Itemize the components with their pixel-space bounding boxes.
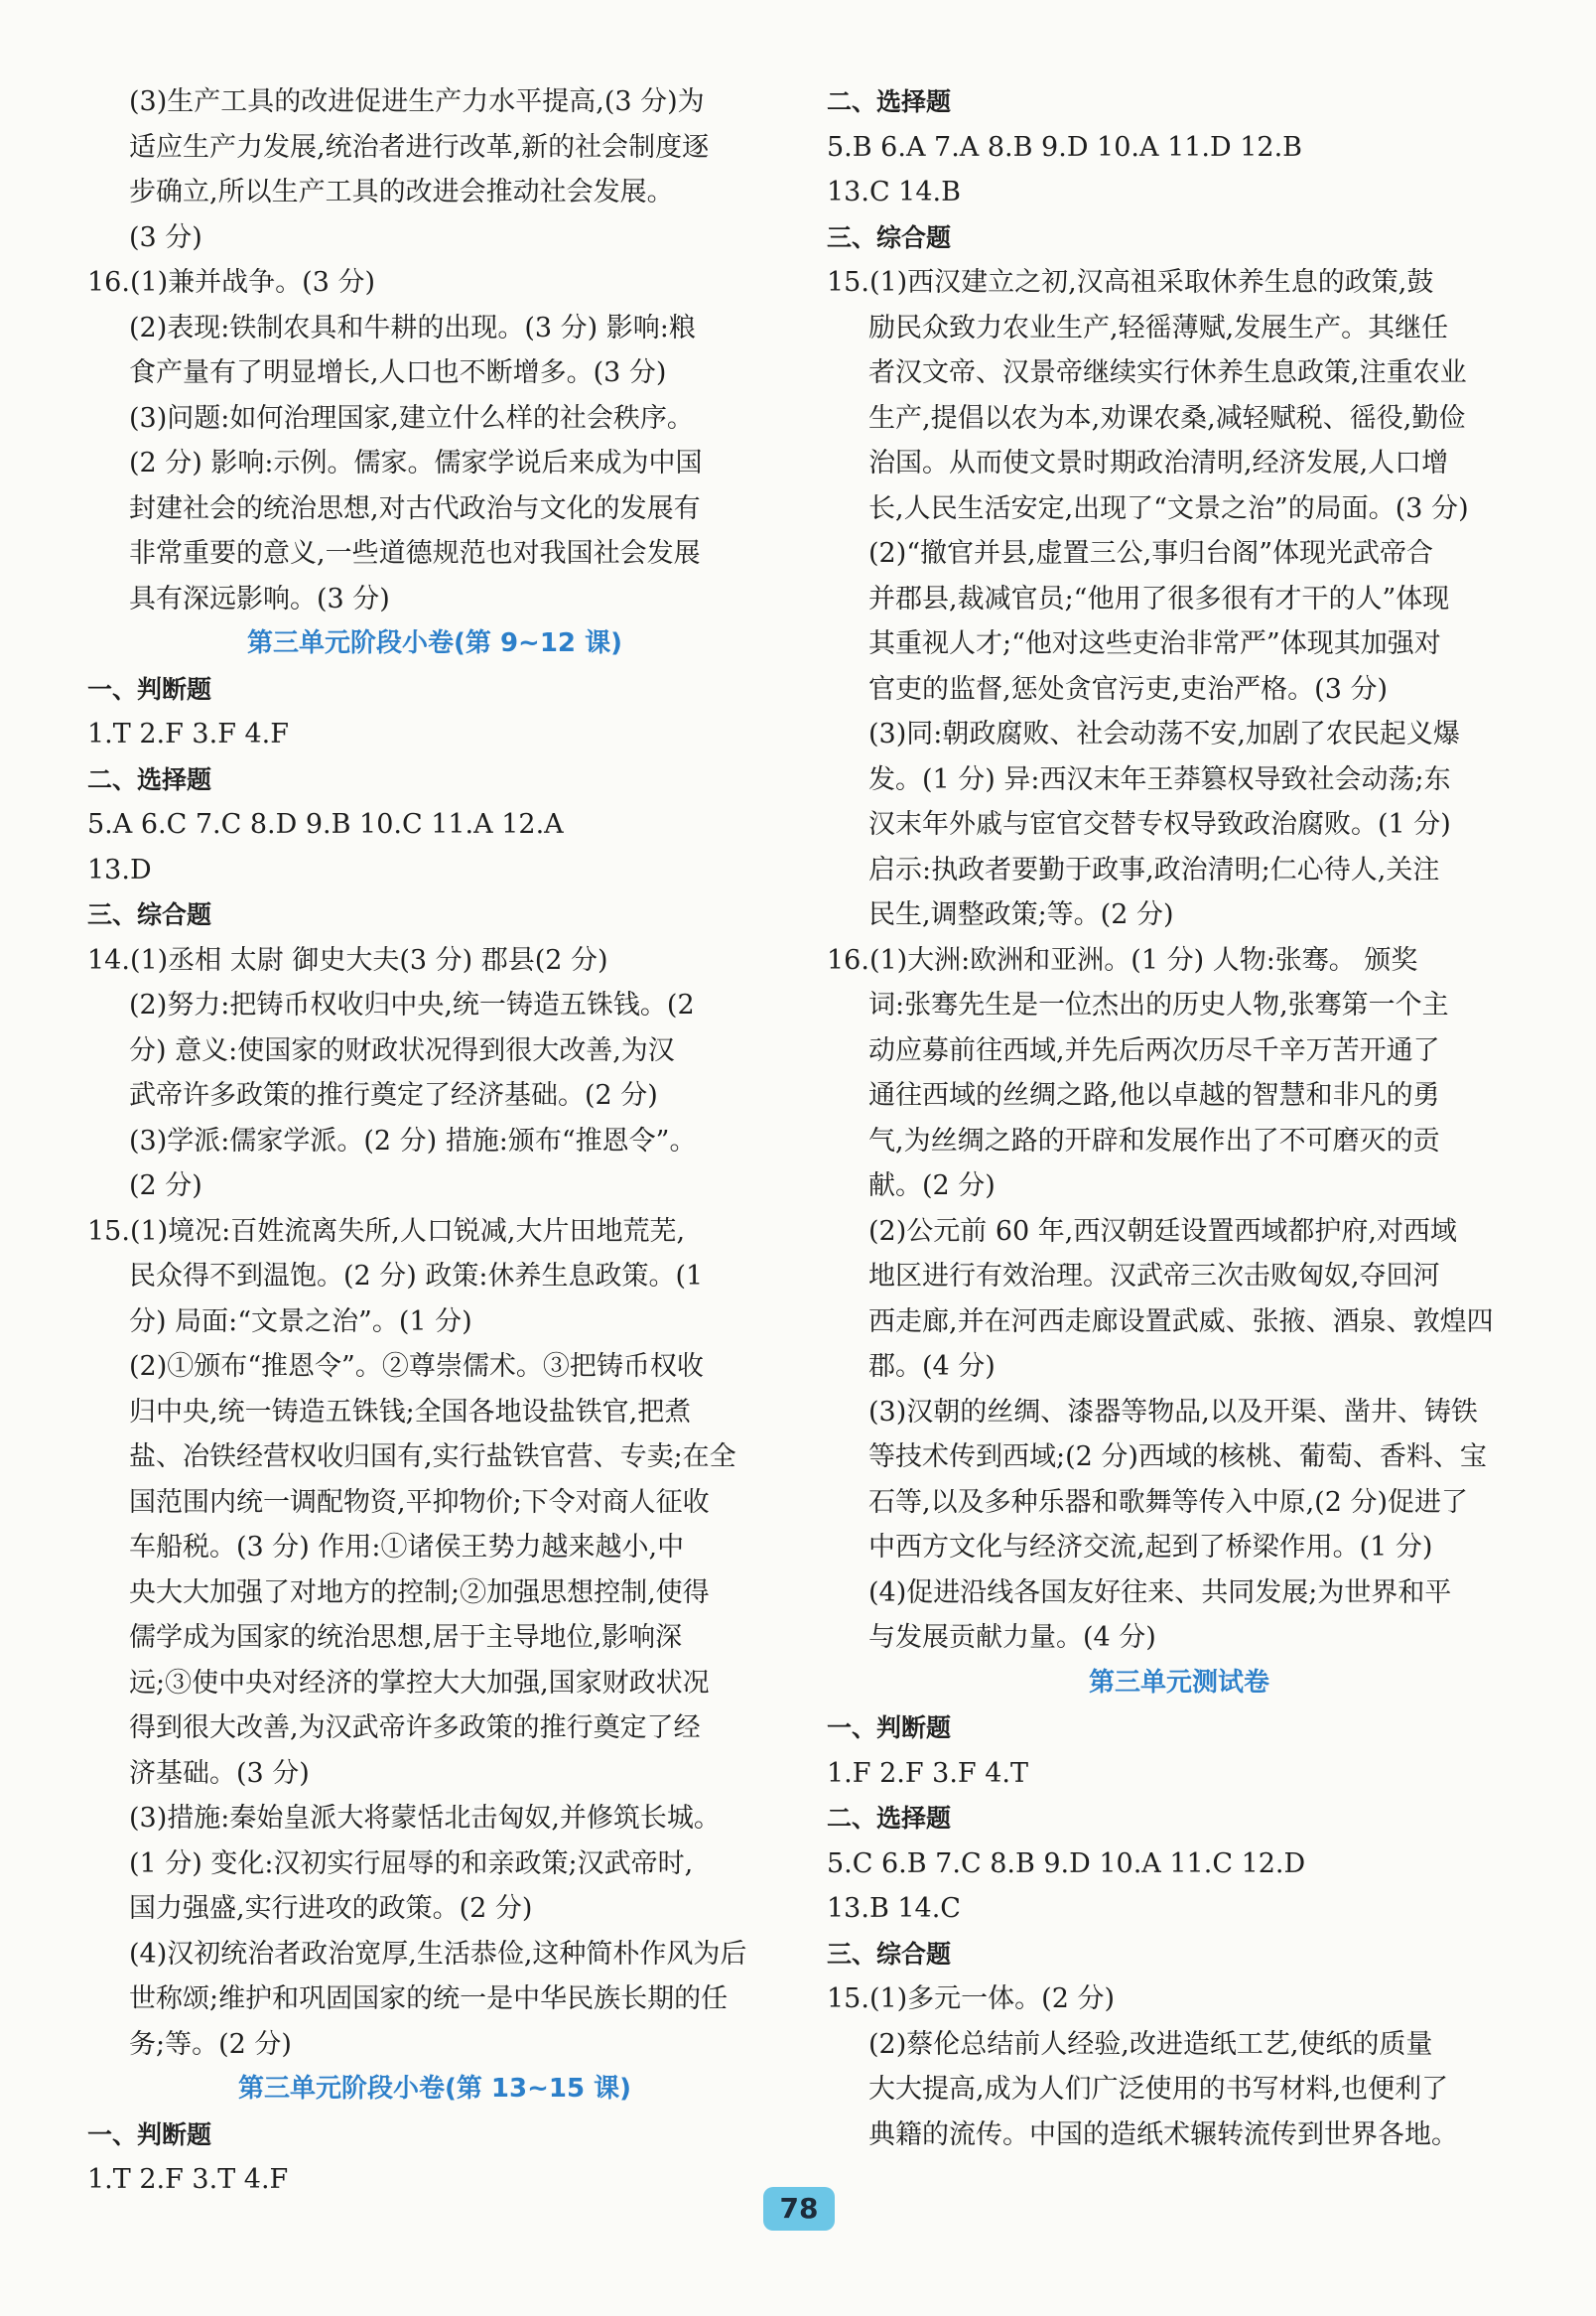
text-line: 食产量有了明显增长,人口也不断增多。(3 分)	[129, 357, 667, 388]
text-line: 16.(1)大洲:欧洲和亚洲。(1 分) 人物:张骞。 颁奖	[827, 944, 1418, 976]
text-line: 适应生产力发展,统治者进行改革,新的社会制度逐	[129, 131, 710, 163]
text-line: 1.T 2.F 3.F 4.F	[87, 719, 290, 749]
text-line: 得到很大改善,为汉武帝许多政策的推行奠定了经	[129, 1712, 701, 1743]
text-line: 与发展贡献力量。(4 分)	[868, 1622, 1156, 1653]
text-line: (2)努力:把铸币权收归中央,统一铸造五铢钱。(2	[129, 990, 695, 1021]
text-line: 车船税。(3 分) 作用:①诸侯王势力越来越小,中	[129, 1532, 685, 1563]
text-line: 15.(1)境况:百姓流离失所,人口锐减,大片田地荒芜,	[87, 1215, 686, 1247]
text-line: 长,人民生活安定,出现了“文景之治”的局面。(3 分)	[868, 492, 1469, 524]
text-line: 5.A 6.C 7.C 8.D 9.B 10.C 11.A 12.A	[87, 809, 564, 840]
text-line: 大大提高,成为人们广泛使用的书写材料,也便利了	[868, 2074, 1449, 2105]
text-line: (4)汉初统治者政治宽厚,生活恭俭,这种简朴作风为后	[129, 1938, 747, 1970]
text-line: 郡。(4 分)	[868, 1351, 996, 1382]
section-title: 第三单元测试卷	[1088, 1667, 1269, 1698]
text-line: 典籍的流传。中国的造纸术辗转流传到世界各地。	[868, 2118, 1458, 2150]
text-line: 西走廊,并在河西走廊设置武威、张掖、酒泉、敦煌四	[868, 1305, 1494, 1337]
text-line: 封建社会的统治思想,对古代政治与文化的发展有	[129, 492, 701, 524]
text-line: 分) 局面:“文景之治”。(1 分)	[129, 1305, 472, 1337]
text-line: (3)学派:儒家学派。(2 分) 措施:颁布“推恩令”。	[129, 1125, 697, 1157]
text-line: 者汉文帝、汉景帝继续实行休养生息政策,注重农业	[868, 357, 1467, 388]
text-line: 武帝许多政策的推行奠定了经济基础。(2 分)	[129, 1080, 658, 1111]
question-type-heading: 一、判断题	[827, 1713, 952, 1742]
text-line: 归中央,统一铸造五铢钱;全国各地设盐铁官,把煮	[129, 1396, 692, 1428]
text-line: (4)促进沿线各国友好往来、共同发展;为世界和平	[868, 1576, 1452, 1608]
text-line: 1.F 2.F 3.F 4.T	[827, 1757, 1029, 1789]
text-line: 等技术传到西域;(2 分)西域的核桃、葡萄、香料、宝	[868, 1441, 1487, 1472]
text-line: (1 分) 变化:汉初实行屈辱的和亲政策;汉武帝时,	[129, 1847, 694, 1879]
text-line: (3)同:朝政腐败、社会动荡不安,加剧了农民起义爆	[868, 719, 1460, 749]
question-type-heading: 三、综合题	[827, 222, 952, 252]
text-line: (2 分) 影响:示例。儒家。儒家学说后来成为中国	[129, 448, 703, 478]
left-column	[87, 79, 782, 2203]
text-line: (2)蔡伦总结前人经验,改进造纸工艺,使纸的质量	[868, 2028, 1433, 2060]
text-line: (2 分)	[129, 1170, 202, 1201]
text-line: 治国。从而使文景时期政治清明,经济发展,人口增	[868, 448, 1449, 478]
question-type-heading: 二、选择题	[87, 764, 212, 794]
text-line: (2)“撤官并县,虚置三公,事归台阁”体现光武帝合	[868, 538, 1434, 569]
text-line: 16.(1)兼并战争。(3 分)	[87, 267, 376, 298]
text-line: 具有深远影响。(3 分)	[129, 583, 390, 614]
text-line: 远;③使中央对经济的掌控大大加强,国家财政状况	[129, 1667, 710, 1699]
text-line: 5.C 6.B 7.C 8.B 9.D 10.A 11.C 12.D	[827, 1847, 1306, 1879]
text-line: 民众得不到温饱。(2 分) 政策:休养生息政策。(1	[129, 1261, 704, 1292]
text-line: 儒学成为国家的统治思想,居于主导地位,影响深	[129, 1622, 683, 1653]
question-type-heading: 三、综合题	[827, 1939, 952, 1969]
text-line: 气,为丝绸之路的开辟和发展作出了不可磨灭的贡	[868, 1125, 1440, 1157]
text-line: (3 分)	[129, 221, 202, 253]
text-line: 15.(1)西汉建立之初,汉高祖采取休养生息的政策,鼓	[827, 267, 1434, 298]
text-line: 13.D	[87, 854, 152, 886]
section-title: 第三单元阶段小卷(第 9~12 课)	[247, 628, 622, 658]
text-line: 务;等。(2 分)	[129, 2028, 292, 2060]
text-line: 步确立,所以生产工具的改进会推动社会发展。	[129, 177, 674, 207]
text-line: 13.C 14.B	[827, 177, 961, 207]
text-line: 14.(1)丞相 太尉 御史大夫(3 分) 郡县(2 分)	[87, 944, 608, 976]
text-line: (3)生产工具的改进促进生产力水平提高,(3 分)为	[129, 86, 705, 117]
text-line: 励民众致力农业生产,轻徭薄赋,发展生产。其继任	[868, 312, 1449, 343]
text-line: 汉末年外戚与宦官交替专权导致政治腐败。(1 分)	[868, 809, 1451, 840]
text-line: 词:张骞先生是一位杰出的历史人物,张骞第一个主	[868, 990, 1449, 1021]
text-line: (3)问题:如何治理国家,建立什么样的社会秩序。	[129, 402, 694, 434]
question-type-heading: 一、判断题	[87, 2119, 212, 2149]
text-line: 地区进行有效治理。汉武帝三次击败匈奴,夺回河	[868, 1261, 1440, 1292]
text-line: 1.T 2.F 3.T 4.F	[87, 2164, 289, 2195]
text-line: 发。(1 分) 异:西汉末年王莽篡权导致社会动荡;东	[868, 763, 1451, 795]
text-line: 国范围内统一调配物资,平抑物价;下令对商人征收	[129, 1486, 710, 1518]
text-line: 世称颂;维护和巩固国家的统一是中华民族长期的任	[129, 1983, 729, 2014]
text-line: 央大大加强了对地方的控制;②加强思想控制,使得	[129, 1576, 710, 1608]
text-line: 非常重要的意义,一些道德规范也对我国社会发展	[129, 538, 701, 569]
question-type-heading: 三、综合题	[87, 900, 212, 929]
text-line: 启示:执政者要勤于政事,政治清明;仁心待人,关注	[868, 854, 1440, 886]
text-line: 13.B 14.C	[827, 1893, 961, 1924]
text-line: 生产,提倡以农为本,劝课农桑,减轻赋税、徭役,勤俭	[868, 402, 1466, 434]
text-line: 分) 意义:使国家的财政状况得到很大改善,为汉	[129, 1034, 675, 1066]
question-type-heading: 二、选择题	[827, 87, 952, 116]
text-line: (3)汉朝的丝绸、漆器等物品,以及开渠、凿井、铸铁	[868, 1396, 1478, 1428]
text-line: 石等,以及多种乐器和歌舞等传入中原,(2 分)促进了	[868, 1486, 1468, 1518]
text-line: 动应募前往西域,并先后两次历尽千辛万苦开通了	[868, 1034, 1440, 1066]
text-line: 献。(2 分)	[868, 1170, 996, 1201]
text-line: 15.(1)多元一体。(2 分)	[827, 1983, 1116, 2014]
text-line: (2)表现:铁制农具和牛耕的出现。(3 分) 影响:粮	[129, 312, 696, 343]
page-number: 78	[763, 2187, 835, 2231]
text-line: (2)①颁布“推恩令”。②尊崇儒术。③把铸币权收	[129, 1351, 704, 1382]
text-line: 官吏的监督,惩处贪官污吏,吏治严格。(3 分)	[868, 673, 1388, 705]
text-line: 济基础。(3 分)	[129, 1757, 310, 1789]
text-line: 中西方文化与经济交流,起到了桥梁作用。(1 分)	[868, 1532, 1433, 1563]
text-line: 并郡县,裁减官员;“他用了很多很有才干的人”体现	[868, 583, 1450, 614]
text-line: (2)公元前 60 年,西汉朝廷设置西域都护府,对西域	[868, 1215, 1457, 1247]
text-line: 民生,调整政策;等。(2 分)	[868, 899, 1174, 930]
question-type-heading: 一、判断题	[87, 674, 212, 704]
text-line: 盐、冶铁经营权收归国有,实行盐铁官营、专卖;在全	[129, 1441, 736, 1472]
question-type-heading: 二、选择题	[827, 1804, 952, 1833]
text-line: 其重视人才;“他对这些吏治非常严”体现其加强对	[868, 628, 1441, 659]
right-column	[827, 79, 1531, 2157]
text-line: 通往西域的丝绸之路,他以卓越的智慧和非凡的勇	[868, 1080, 1440, 1111]
text-line: (3)措施:秦始皇派大将蒙恬北击匈奴,并修筑长城。	[129, 1803, 721, 1834]
text-line: 5.B 6.A 7.A 8.B 9.D 10.A 11.D 12.B	[827, 131, 1303, 163]
text-line: 国力强盛,实行进攻的政策。(2 分)	[129, 1893, 533, 1924]
section-title: 第三单元阶段小卷(第 13~15 课)	[237, 2074, 632, 2104]
